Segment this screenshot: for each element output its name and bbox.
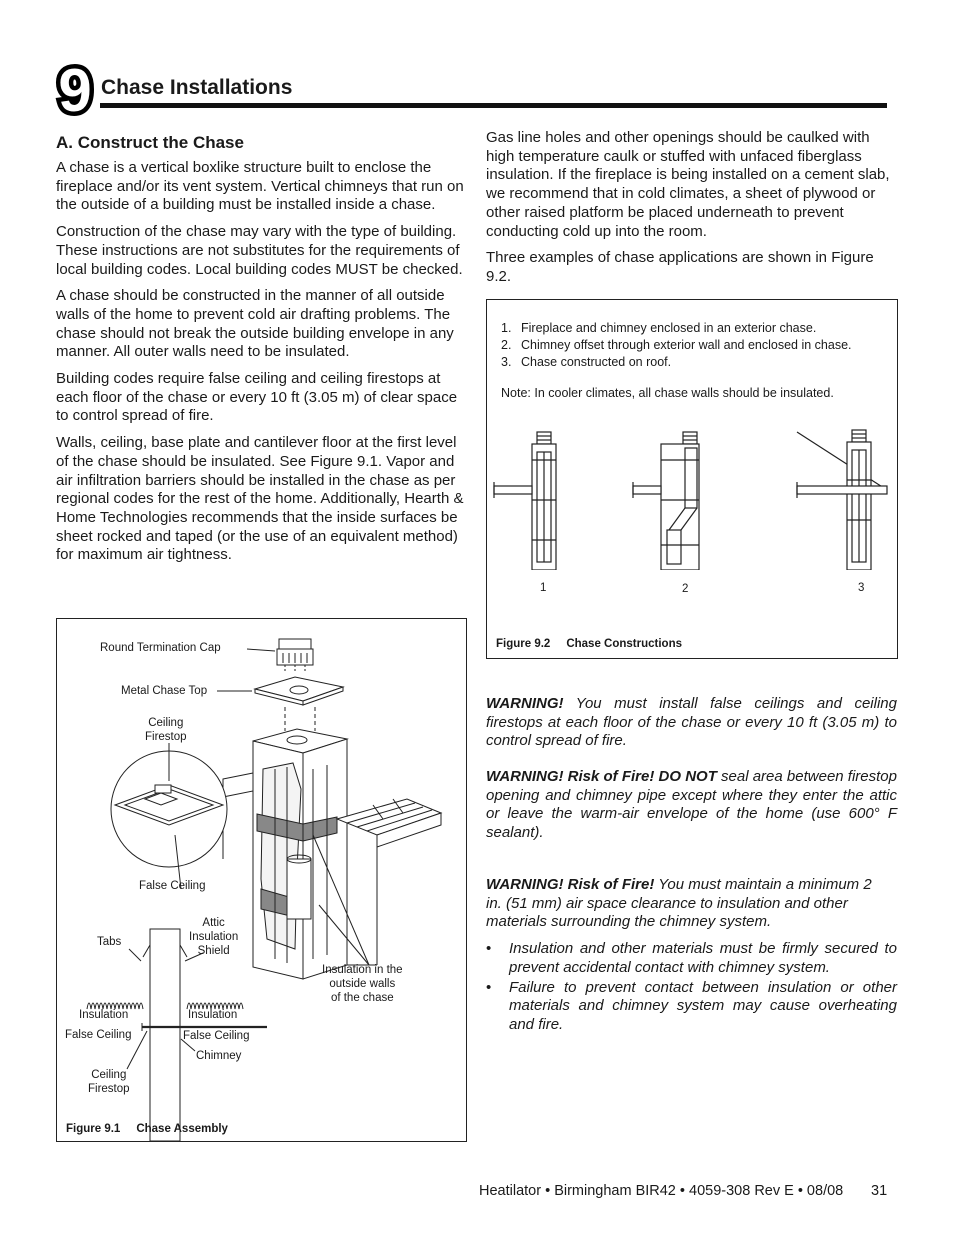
round-termination-cap-drawing	[247, 639, 313, 673]
warnings-block	[486, 768, 897, 851]
label-ceiling-firestop: Ceiling Firestop	[145, 717, 187, 743]
chase-number: 3	[858, 582, 865, 594]
label-ceiling-firestop-bottom: Ceiling Firestop	[88, 1069, 130, 1095]
list-item: • Failure to prevent contact between insulation or other materials and chimney system may cause overheating and fire.	[486, 979, 897, 1035]
caption-title: Chase Assembly	[136, 1123, 228, 1135]
paragraph: Three examples of chase applications are shown in Figure 9.2.	[486, 249, 874, 285]
paragraph: Gas line holes and other openings should be caulked with high temperature caulk or stuffed with unfaced fiberglass insulation. If the fireplace is being installed on a cement slab, we recommend that in cold climates, a sheet of plywood or other raised platform be placed underneath to prevent conducting cold up into the room.	[486, 129, 890, 240]
page-number: 31	[871, 1183, 888, 1199]
header-rule	[100, 103, 887, 108]
paragraph: A chase is a vertical boxlike structure built to enclose the fireplace and/or its vent system. Vertical chimneys that run on the outside of a building must be installed inside a chase.	[56, 159, 464, 214]
left-column	[56, 133, 468, 573]
paragraph: A chase should be constructed in the manner of all outside walls of the home to prevent cold air drafting problems. The chase should not break the outside building envelope in any manner. All outer walls need to be insulated.	[56, 287, 454, 361]
right-column-top	[486, 129, 898, 295]
section-title: Chase Installations	[101, 76, 293, 99]
figure-9-1	[56, 618, 467, 1142]
warnings-block	[486, 695, 897, 759]
caption-number: Figure 9.2	[496, 638, 551, 650]
caption-title: Chase Constructions	[566, 638, 682, 650]
paragraph: Construction of the chase may vary with the type of building. These instructions are not substitutes for the requirements of local building codes. Local building codes MUST be checked.	[56, 223, 463, 278]
chase-3-drawing	[797, 430, 887, 570]
metal-chase-top-drawing	[217, 677, 343, 731]
label-false-ceiling-left: False Ceiling	[65, 1029, 132, 1041]
paragraph: Walls, ceiling, base plate and cantilever floor at the first level of the chase should be insulated. See Figure 9.1. Vapor and air infiltration barriers should be installed in the chase as per regional codes for the rest of the home. Additionally, Hearth & Home Technologies recommends that the inside surfaces be sheet rocked and taped (or the use of an equivalent method) for maximum air tightness.	[56, 434, 464, 564]
label-tabs: Tabs	[97, 936, 122, 948]
figure-9-1-caption	[66, 1123, 228, 1135]
subheading-construct-chase: A. Construct the Chase	[56, 133, 244, 152]
chase-2-drawing	[633, 432, 699, 570]
warning-1: WARNING! You must install false ceilings and ceiling firestops at each floor of the chase or every 10 ft (3.05 m) to control spread of fire.	[486, 695, 897, 750]
label-round-termination-cap: Round Termination Cap	[100, 642, 221, 654]
chase-assembly-illustration	[57, 619, 466, 1141]
list-item: • Insulation and other materials must be firmly secured to prevent accidental contact with chimney system.	[486, 940, 897, 977]
figure-9-2	[486, 299, 898, 659]
chase-1-drawing	[494, 432, 556, 570]
chase-number: 1	[540, 582, 547, 594]
chase-number: 2	[682, 583, 689, 595]
roof-drawing	[337, 799, 441, 965]
footer-text: Heatilator • Birmingham BIR42 • 4059-308 Rev E • 08/08	[479, 1183, 844, 1199]
figure-9-2-caption	[496, 638, 682, 650]
caption-number: Figure 9.1	[66, 1123, 121, 1135]
warnings-block	[486, 876, 897, 1036]
house-wall-drawing	[223, 773, 253, 859]
section-number-text: 9	[58, 64, 90, 116]
warning-3: WARNING! Risk of Fire! You must maintain a minimum 2 in. (51 mm) air space clearance to insulation and other materials surrounding the chimney system.	[486, 876, 872, 931]
ceiling-firestop-detail-drawing	[111, 743, 227, 889]
label-insulation-left: Insulation	[79, 1009, 129, 1021]
section-number	[54, 64, 94, 116]
list-item: 3. Chase constructed on roof.	[501, 355, 672, 369]
warning-2: WARNING! Risk of Fire! DO NOT seal area between firestop opening and chimney pipe except where they enter the attic or leave the warm-air envelope of the home (use 600° F sealant).	[486, 768, 897, 842]
label-chimney: Chimney	[196, 1050, 242, 1062]
list-item: 2. Chimney offset through exterior wall and enclosed in chase.	[501, 338, 852, 352]
label-attic-insulation-shield: Attic Insulation Shield	[189, 917, 239, 957]
label-insulation-outside-walls: Insulation in the outside walls of the chase	[322, 964, 403, 1004]
list-item: 1. Fireplace and chimney enclosed in an exterior chase.	[501, 321, 817, 335]
chase-box-drawing	[253, 729, 347, 979]
figure-9-2-list	[501, 320, 852, 371]
chase-constructions-illustration	[487, 420, 897, 570]
paragraph: Building codes require false ceiling and ceiling firestops at each floor of the chase or every 10 ft (3.05 m) of clear space to control spread of fire.	[56, 370, 458, 425]
figure-9-2-note: Note: In cooler climates, all chase walls should be insulated.	[501, 386, 834, 400]
warning-3-bullets	[486, 940, 897, 1035]
label-metal-chase-top: Metal Chase Top	[121, 685, 208, 697]
label-insulation-right: Insulation	[188, 1009, 238, 1021]
label-false-ceiling-right: False Ceiling	[183, 1030, 250, 1042]
label-false-ceiling: False Ceiling	[139, 880, 206, 892]
